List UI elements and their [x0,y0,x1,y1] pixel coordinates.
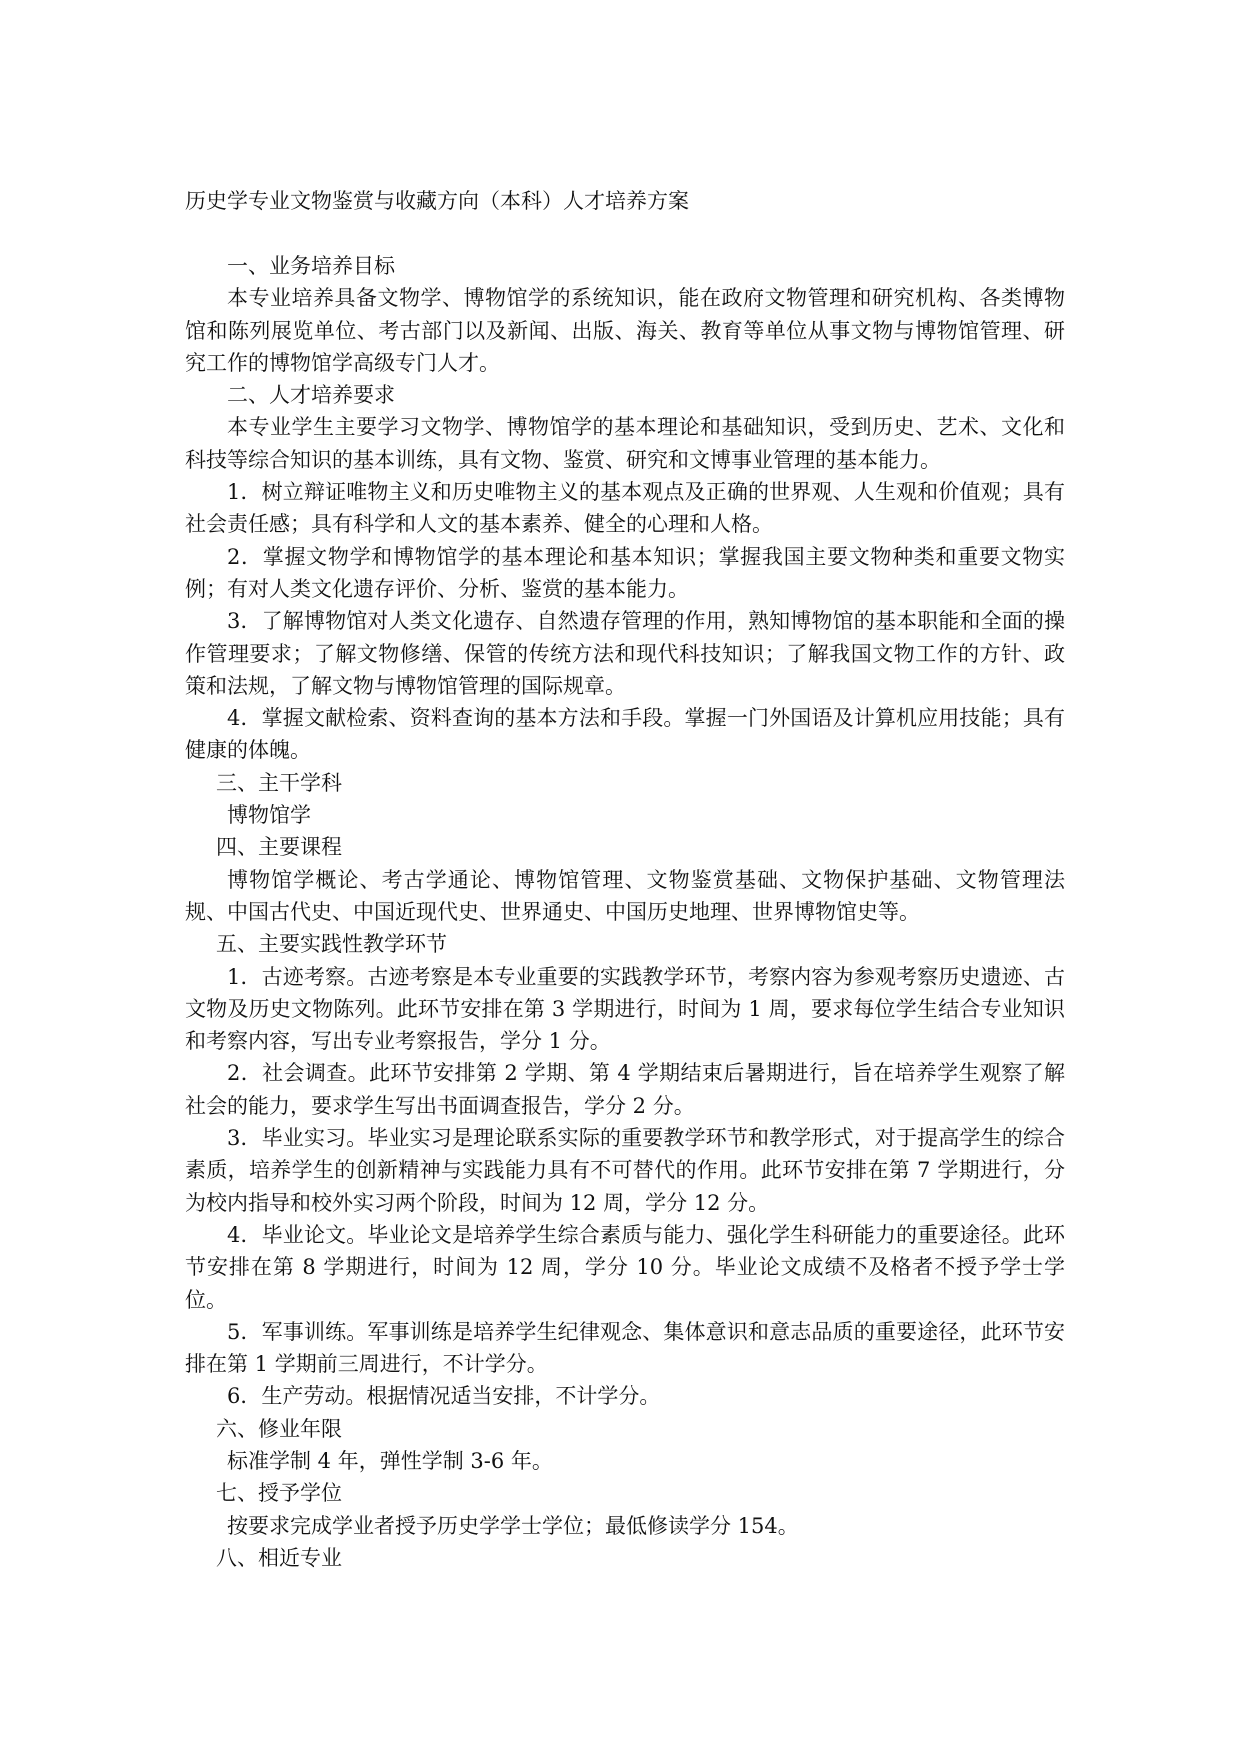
practice-item-3: 3．毕业实习。毕业实习是理论联系实际的重要教学环节和教学形式，对于提高学生的综合素质，培养学生的创新精神与实践能力具有不可替代的作用。此环节安排在第 7 学期进行，分为校内指导和校外实习两个阶段，时间为 12 周，学分 12 分。 [185,1126,1065,1215]
paragraph-degree: 按要求完成学业者授予历史学学士学位；最低修读学分 154。 [227,1513,799,1538]
section-heading-duration: 六、修业年限 [216,1416,342,1441]
practice-item-2: 2．社会调查。此环节安排第 2 学期、第 4 学期结束后暑期进行，旨在培养学生观察了解社会的能力，要求学生写出书面调查报告，学分 2 分。 [185,1061,1065,1118]
document-title: 历史学专业文物鉴赏与收藏方向（本科）人才培养方案 [185,189,689,213]
section-heading-objectives: 一、业务培养目标 [227,254,395,278]
paragraph-objectives: 本专业培养具备文物学、博物馆学的系统知识，能在政府文物管理和研究机构、各类博物馆和陈列展览单位、考古部门以及新闻、出版、海关、教育等单位从事文物与博物馆管理、研究工作的博物馆学高级专门人才。 [185,286,1065,375]
paragraph-main-courses: 博物馆学概论、考古学通论、博物馆管理、文物鉴赏基础、文物保护基础、文物管理法规、中国古代史、中国近现代史、世界通史、中国历史地理、世界博物馆史等。 [185,867,1065,924]
paragraph-requirements: 本专业学生主要学习文物学、博物馆学的基本理论和基础知识，受到历史、艺术、文化和科技等综合知识的基本训练，具有文物、鉴赏、研究和文博事业管理的基本能力。 [185,415,1065,472]
paragraph-duration: 标准学制 4 年，弹性学制 3-6 年。 [227,1448,553,1473]
practice-item-1: 1．古迹考察。古迹考察是本专业重要的实践教学环节，考察内容为参观考察历史遗迹、古文物及历史文物陈列。此环节安排在第 3 学期进行，时间为 1 周，要求每位学生结合专业知识和考察内容，写出专业考察报告，学分 1 分。 [185,964,1065,1054]
section-heading-degree: 七、授予学位 [216,1481,342,1506]
section-heading-related-majors: 八、相近专业 [216,1545,342,1570]
requirement-item-1: 1．树立辩证唯物主义和历史唯物主义的基本观点及正确的世界观、人生观和价值观；具有社会责任感；具有科学和人文的基本素养、健全的心理和人格。 [185,480,1065,537]
practice-item-5: 5．军事训练。军事训练是培养学生纪律观念、集体意识和意志品质的重要途径，此环节安排在第 1 学期前三周进行，不计学分。 [185,1319,1065,1377]
section-heading-main-courses: 四、主要课程 [216,835,342,860]
requirement-item-3: 3．了解博物馆对人类文化遗存、自然遗存管理的作用，熟知博物馆的基本职能和全面的操作管理要求；了解文物修缮、保管的传统方法和现代科技知识；了解我国文物工作的方针、政策和法规，了解文物与博物馆管理的国际规章。 [185,609,1065,698]
section-heading-main-discipline: 三、主干学科 [216,770,342,795]
section-heading-requirements: 二、人才培养要求 [227,383,395,408]
requirement-item-4: 4．掌握文献检索、资料查询的基本方法和手段。掌握一门外国语及计算机应用技能；具有健康的体魄。 [185,706,1065,763]
section-heading-practice: 五、主要实践性教学环节 [216,932,447,957]
requirement-item-2: 2．掌握文物学和博物馆学的基本理论和基本知识；掌握我国主要文物种类和重要文物实例；有对人类文化遗存评价、分析、鉴赏的基本能力。 [185,544,1065,601]
paragraph-main-discipline: 博物馆学 [227,803,311,828]
document-body [185,250,1065,1574]
practice-item-6: 6．生产劳动。根据情况适当安排，不计学分。 [227,1384,661,1409]
practice-item-4: 4．毕业论文。毕业论文是培养学生综合素质与能力、强化学生科研能力的重要途径。此环节安排在第 8 学期进行，时间为 12 周，学分 10 分。毕业论文成绩不及格者不授予学士学位。 [185,1222,1065,1312]
